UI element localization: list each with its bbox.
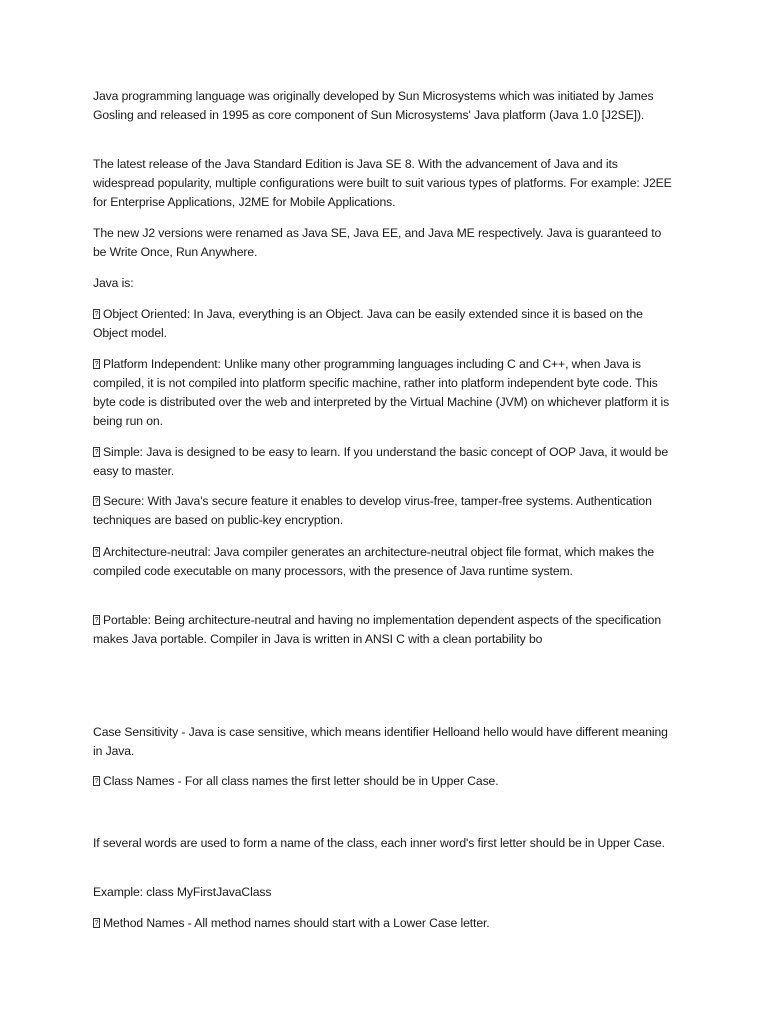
paragraph-text: Method Names - All method names should start with a Lower Case letter. xyxy=(103,916,490,930)
paragraph-text: Simple: Java is designed to be easy to learn. If you understand the basic concept of OOP Java, it would be easy to master. xyxy=(93,445,669,478)
bullet-method-names xyxy=(93,914,673,933)
bullet-class-names xyxy=(93,772,673,791)
paragraph-j2-versions xyxy=(93,224,673,262)
paragraph-java-se-8 xyxy=(93,155,673,212)
paragraph-text: Java is: xyxy=(93,276,134,290)
paragraph-text: The latest release of the Java Standard Edition is Java SE 8. With the advancement of Java and its widespread popularity, multiple configurations were built to suit various types of platforms. For example: J2EE for Enterprise Applications, J2ME for Mobile Applications. xyxy=(93,157,672,209)
bullet-platform-independent xyxy=(93,355,673,431)
bullet-portable xyxy=(93,611,673,649)
paragraph-java-is xyxy=(93,274,673,293)
paragraph-text: Portable: Being architecture-neutral and having no implementation dependent aspects of the specification makes Java portable. Compiler in Java is written in ANSI C with a clean portability bo xyxy=(93,613,662,646)
paragraph-text: Architecture-neutral: Java compiler generates an architecture-neutral object file format, which makes the compiled code executable on many processors, with the presence of Java runtime system. xyxy=(93,545,655,578)
bullet-object-oriented xyxy=(93,305,673,343)
paragraph-text: Platform Independent: Unlike many other programming languages including C and C++, when Java is compiled, it is not compiled into platform specific machine, rather into platform independent byte code. This byte code is distributed over the web and interpreted by the Virtual Machine (JVM) on whichever platform it is being run on. xyxy=(93,357,670,428)
paragraph-text: Java programming language was originally developed by Sun Microsystems which was initiated by James Gosling and released in 1995 as core component of Sun Microsystems' Java platform (Java 1.0 [J2SE]). xyxy=(93,89,654,122)
paragraph-java-history xyxy=(93,87,673,125)
bullet-simple xyxy=(93,443,673,481)
bullet-secure xyxy=(93,492,673,530)
missing-glyph-icon: ? xyxy=(94,778,99,785)
missing-glyph-icon: ? xyxy=(94,920,99,927)
missing-glyph-icon: ? xyxy=(94,617,99,624)
paragraph-text: Secure: With Java's secure feature it enables to develop virus-free, tamper-free systems. Authentication techniques are based on public-key encryption. xyxy=(93,494,652,527)
bullet-architecture-neutral xyxy=(93,543,673,581)
paragraph-case-sensitivity xyxy=(93,723,673,761)
paragraph-text: If several words are used to form a name of the class, each inner word's first letter should be in Upper Case. xyxy=(93,836,665,850)
paragraph-text: The new J2 versions were renamed as Java SE, Java EE, and Java ME respectively. Java is guaranteed to be Write Once, Run Anywhere. xyxy=(93,226,662,259)
missing-glyph-icon: ? xyxy=(94,311,99,318)
paragraph-inner-word-case xyxy=(93,834,673,853)
paragraph-example-class xyxy=(93,883,673,902)
paragraph-text: Case Sensitivity - Java is case sensitive, which means identifier Helloand hello would have different meaning in Java. xyxy=(93,725,668,758)
paragraph-text: Class Names - For all class names the first letter should be in Upper Case. xyxy=(103,774,499,788)
missing-glyph-icon: ? xyxy=(94,449,99,456)
missing-glyph-icon: ? xyxy=(94,361,99,368)
paragraph-text: Example: class MyFirstJavaClass xyxy=(93,885,272,899)
missing-glyph-icon: ? xyxy=(94,549,99,556)
missing-glyph-icon: ? xyxy=(94,498,99,505)
paragraph-text: Object Oriented: In Java, everything is an Object. Java can be easily extended since it is based on the Object model. xyxy=(93,307,643,340)
